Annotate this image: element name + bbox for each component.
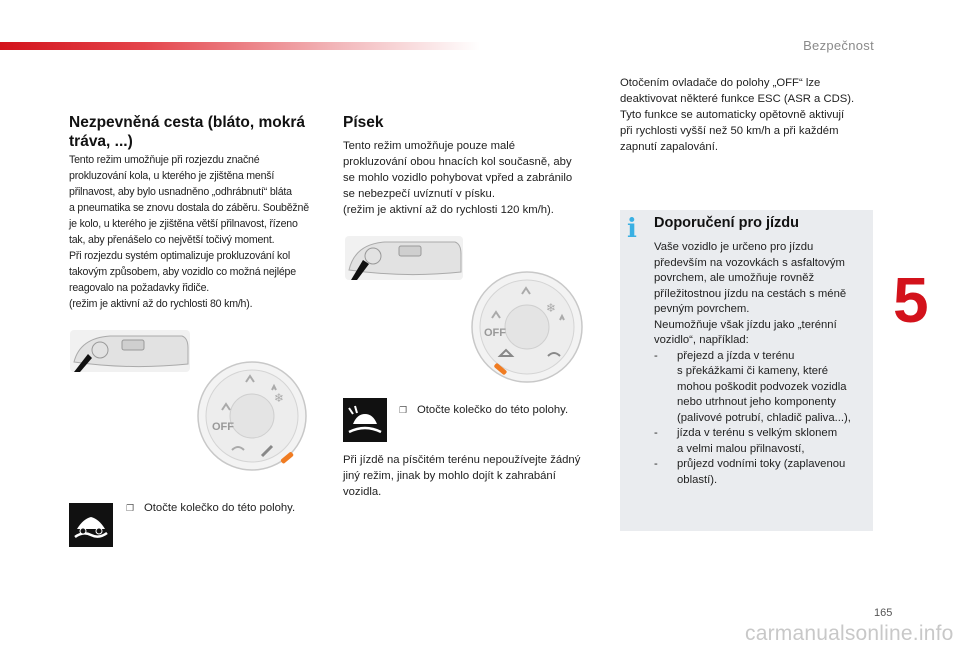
svg-text:❄: ❄	[274, 391, 285, 405]
mode-dial-mud	[196, 360, 308, 472]
sand-warning: Při jízdě na písčitém terénu nepoužívejte žádný jiný režim, jinak by mohlo dojít k zahrabání vozidla.	[343, 454, 581, 498]
driving-tips-body: Vaše vozidlo je určeno pro jízdu především na vozovkách s asfaltovým povrchem, ale umožňuje rovněž příležitostnou jízdu na cestách s méně pevným povrchem. Neumožňuje však jízdu jako „terénní vozidlo“, například: - přejezd a jízda v terénu s překážkami či kameny, které mohou poškodit podvozek vozidla nebo utrhnout jeho komponenty (palivové potrubí, chladič paliva...), - jízda v terénu s velkým sklonem a velmi malou přilnavostí, - průjezd vodními toky (zaplavenou oblastí).	[654, 240, 866, 488]
driving-tips-title: Doporučení pro jízdu	[654, 215, 799, 231]
header-accent-bar	[0, 42, 480, 50]
list-item: - jízda v terénu s velkým sklonem a velmi malou přilnavostí,	[654, 427, 838, 455]
sand-instruction: ❐ Otočte kolečko do této polohy.	[399, 404, 569, 416]
dashboard-illustration-sand	[345, 236, 463, 280]
page-number: 165	[874, 607, 893, 619]
svg-text:❄: ❄	[546, 301, 557, 315]
chapter-number: 5	[893, 264, 929, 336]
svg-text:OFF: OFF	[484, 327, 506, 339]
mud-instruction: ❐ Otočte kolečko do této polohy.	[126, 502, 296, 514]
section-title: Bezpečnost	[803, 38, 874, 53]
svg-text:OFF: OFF	[212, 421, 234, 433]
off-mode-body: Otočením ovladače do polohy „OFF“ lze deaktivovat některé funkce ESC (ASR a CDS). Tyto funkce se automaticky opětovně aktivují při rychlosti vyšší než 50 km/h a při každém zapnutí zapalování.	[620, 77, 855, 153]
mud-section-body: Tento režim umožňuje při rozjezdu značné prokluzování kola, u kterého je zjištěna menší přilnavost, aby bylo usnadněno „odhrábnutí“ bláta a pneumatika se znovu dostala do záběru. Souběžně je kolo, u kterého je zjištěna větší přilnavost, řízeno tak, aby přenášelo co největší točivý moment. Při rozjezdu systém optimalizuje prokluzování kol takovým způsobem, aby vozidlo co možná nejlépe reagovalo na požadavky řidiče. (režim je aktivní až do rychlosti 80 km/h).	[69, 154, 309, 310]
mud-mode-icon	[69, 503, 113, 547]
list-item: - přejezd a jízda v terénu s překážkami či kameny, které mohou poškodit podvozek vozidla nebo utrhnout jeho komponenty (palivové potrubí, chladič paliva...),	[654, 349, 851, 424]
bullet-arrow-icon: ❐	[399, 405, 408, 415]
list-item: - průjezd vodními toky (zaplavenou oblastí).	[654, 458, 846, 486]
mode-dial-sand	[470, 270, 584, 384]
bullet-arrow-icon: ❐	[126, 503, 135, 513]
info-icon: i	[627, 214, 637, 244]
sand-section-body: Tento režim umožňuje pouze malé prokluzování obou hnacích kol současně, aby se mohlo vozidlo pohybovat vpřed a zabránilo se nebezpečí uvíznutí v písku. (režim je aktivní až do rychlosti 120 km/h).	[343, 140, 573, 216]
watermark: carmanualsonline.info	[745, 622, 954, 645]
sand-mode-icon	[343, 398, 387, 442]
sand-section-title: Písek	[343, 114, 384, 131]
mud-section-title: Nezpevněná cesta (bláto, mokrá tráva, ...)	[69, 114, 306, 150]
dashboard-illustration	[70, 330, 190, 372]
